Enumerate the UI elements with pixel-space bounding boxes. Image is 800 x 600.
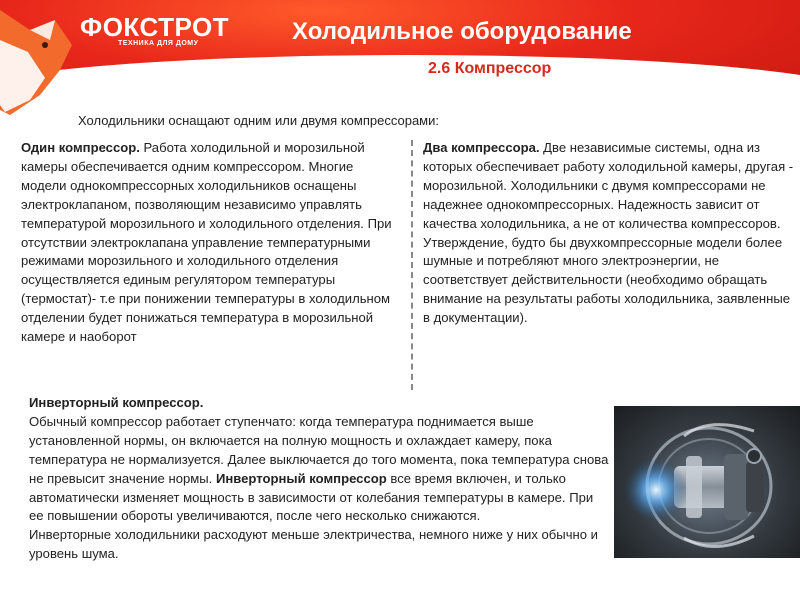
two-compressors-paragraph [423,139,797,328]
column-divider [411,140,413,390]
one-compressor-lead: Один компрессор. [21,140,140,155]
section-subtitle: 2.6 Компрессор [428,60,552,77]
inverter-text-2: все время включен, и только автоматически изменяет мощность в зависимости от колебания температуры в камере. При ее повышении обороты увеличиваются, после чего несколько снижаются. [29,470,594,524]
one-compressor-paragraph [21,139,401,347]
compressor-image-icon [614,406,800,558]
fox-logo-icon [0,0,90,120]
two-compressors-lead: Два компрессора. [423,140,540,155]
logo-tagline: ТЕХНИКА ДЛЯ ДОМУ [118,40,199,47]
inverter-heading: Инверторный компрессор. [29,395,204,410]
inverter-summary: Инверторные холодильники расходуют меньше электричества, немного ниже у них обычно и уровень шума. [29,527,598,562]
intro-text: Холодильники оснащают одним или двумя компрессорами: [78,113,439,128]
inverter-bold: Инверторный компрессор [215,470,387,486]
logo-name: ФОКСТРОТ [80,12,230,42]
inverter-section [29,394,609,564]
inverter-text-1: Обычный компрессор работает ступенчато: когда температура поднимается выше установленной нормы, он включается на полную мощность и охлаждает камеру, пока температура не нормализуется. Далее выключается до того момента, пока температура снова не превысит значение нормы. [29,413,609,486]
logo[interactable] [0,0,230,120]
page-title: Холодильное оборудование [292,18,632,45]
inverter-paragraph [29,413,609,526]
two-compressors-text: Две независимые системы, одна из которых обеспечивает работу холодильной камеры, другая - морозильной. Холодильники с двумя компрессорами не надежнее однокомпрессорных. Надежность зависит от качества холодильника, а не от количества компрессоров. Утверждение, будто бы двухкомпрессорные модели более шумные и потребляют много электроэнергии, не соответствует действительности (необходимо обращать внимание на результаты работы холодильника, заявленные в документации). [423,140,794,326]
one-compressor-text: Работа холодильной и морозильной камеры обеспечивается одним компрессором. Многие модели однокомпрессорных холодильников оснащены электроклапаном, позволяющим независимо управлять температурой морозильного и холодильного отделения. При отсутствии электроклапана управление температурными режимами морозильного и холодильного отделения осуществляется единым регулятором температуры (термостат)- т.е при понижении температуры в холодильном отделении будет понижаться температура в морозильной камере и наоборот [21,140,392,345]
compressor-photo [614,406,800,558]
